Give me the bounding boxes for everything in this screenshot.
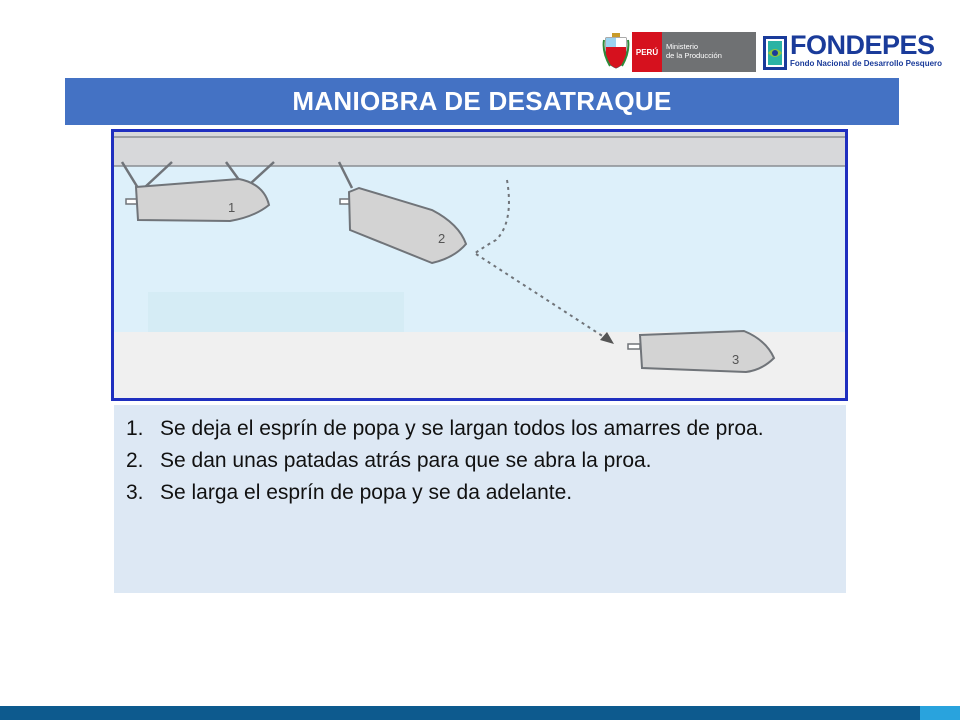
boat-3-label: 3 <box>732 352 740 367</box>
step-text: Se deja el esprín de popa y se largan todos los amarres de proa. <box>160 417 764 440</box>
water-shade <box>148 292 404 334</box>
maneuver-diagram <box>111 129 848 401</box>
fondepes-logo <box>762 30 943 74</box>
slide-title: MANIOBRA DE DESATRAQUE <box>292 86 672 116</box>
step-number: 1. <box>126 417 144 440</box>
step-item <box>126 477 836 509</box>
step-item <box>126 413 836 445</box>
boat-1-label: 1 <box>228 200 236 215</box>
step-number: 2. <box>126 449 144 472</box>
boat-2-label: 2 <box>438 231 446 246</box>
fondepes-subtitle: Fondo Nacional de Desarrollo Pesquero <box>790 59 943 68</box>
ministry-logo <box>602 32 756 72</box>
maneuver-svg <box>114 132 845 398</box>
footer-accent <box>920 706 960 720</box>
footer-bar <box>0 706 960 720</box>
boat-1 <box>126 179 269 221</box>
fondepes-name: FONDEPES <box>790 30 935 60</box>
ministry-label: Ministerio de la Producción <box>662 32 756 72</box>
coat-of-arms-icon <box>602 32 630 72</box>
fondepes-emblem-icon <box>762 35 788 71</box>
step-text: Se dan unas patadas atrás para que se abra la proa. <box>160 449 652 472</box>
boat-3 <box>628 331 774 372</box>
peru-label: PERÚ <box>632 32 662 72</box>
steps-box <box>114 405 846 593</box>
step-item <box>126 445 836 477</box>
step-text: Se larga el esprín de popa y se da adelante. <box>160 481 573 504</box>
step-number: 3. <box>126 481 144 504</box>
title-bar <box>65 78 899 125</box>
